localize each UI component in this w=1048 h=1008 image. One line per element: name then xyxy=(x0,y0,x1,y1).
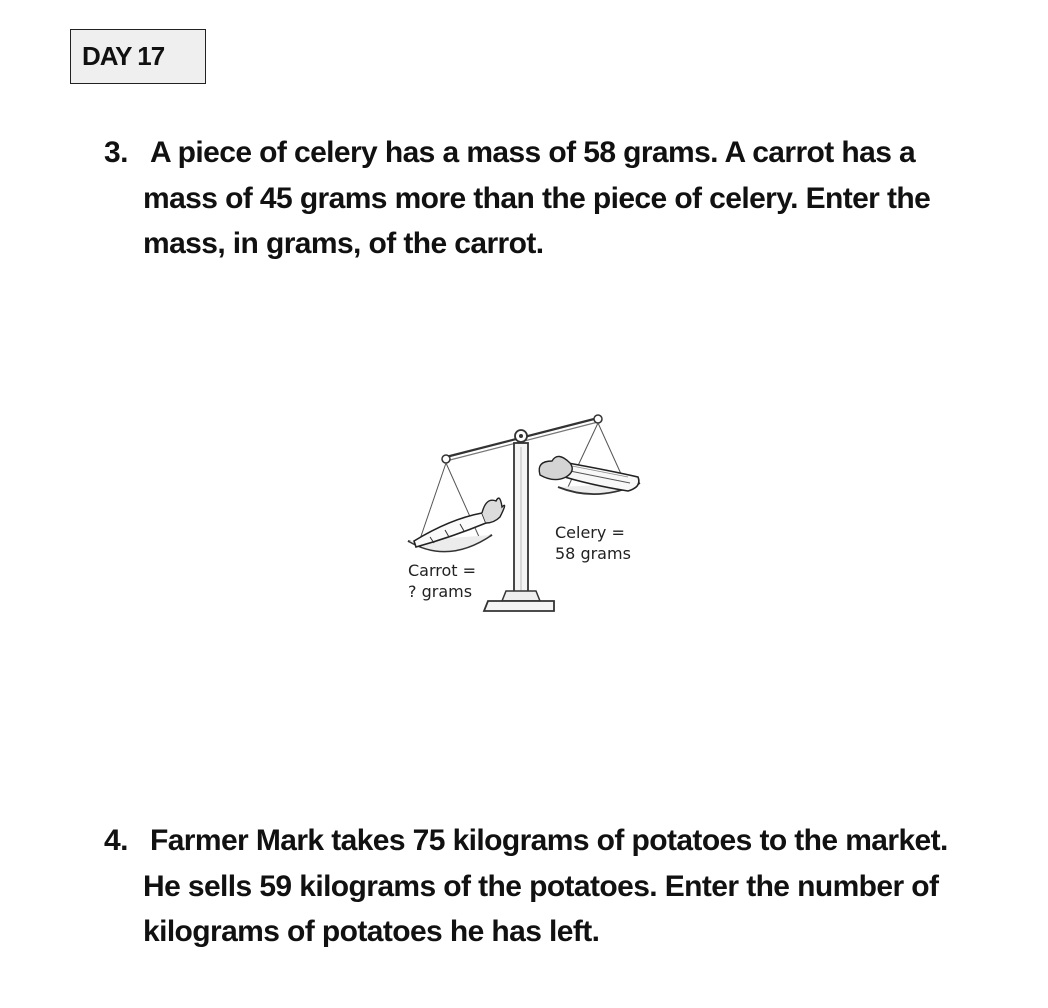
carrot-label: Carrot = ? grams xyxy=(408,561,477,601)
question-4-line-3: kilograms of potatoes he has left. xyxy=(143,915,600,948)
question-4-line-1: 4. Farmer Mark takes 75 kilograms of potatoes to the market. xyxy=(104,818,1004,864)
day-label-box xyxy=(70,29,206,84)
question-3-number: 3. xyxy=(104,136,128,169)
day-label: DAY 17 xyxy=(82,41,165,71)
question-4-line-2: He sells 59 kilograms of the potatoes. Enter the number of xyxy=(143,869,939,903)
question-4 xyxy=(104,818,1004,955)
question-4-number: 4. xyxy=(104,824,128,857)
celery-label: Celery = 58 grams xyxy=(555,523,631,563)
balance-scale-figure xyxy=(390,405,660,620)
question-3-line-3: mass, in grams, of the carrot. xyxy=(143,227,544,260)
question-3-line-2: mass of 45 grams more than the piece of celery. Enter the xyxy=(143,181,931,215)
question-3 xyxy=(104,130,1004,267)
question-3-line-1: 3. A piece of celery has a mass of 58 grams. A carrot has a xyxy=(104,130,1004,176)
